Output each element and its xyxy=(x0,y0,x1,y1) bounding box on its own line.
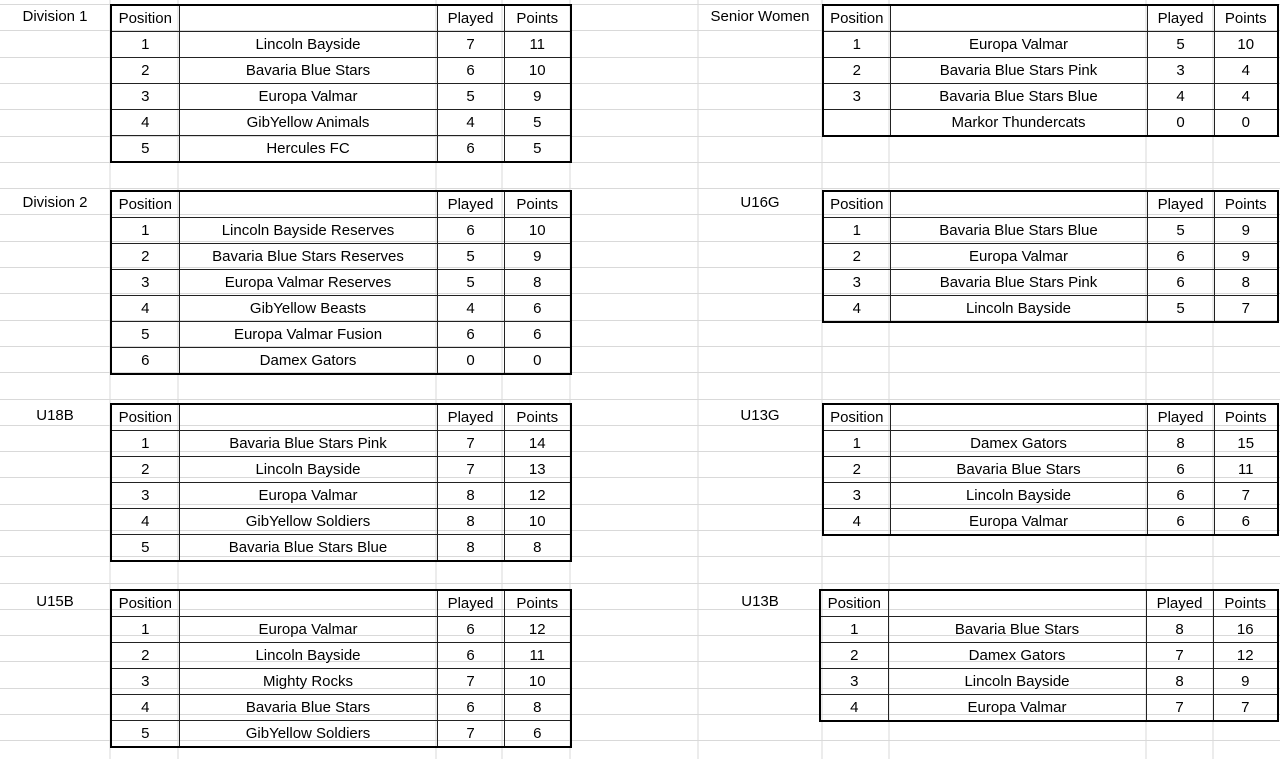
header-played[interactable]: Played xyxy=(437,5,504,32)
points-cell[interactable]: 0 xyxy=(504,348,571,375)
points-cell[interactable]: 11 xyxy=(1214,457,1278,483)
played-cell[interactable]: 5 xyxy=(1147,218,1214,244)
position-cell[interactable]: 3 xyxy=(111,84,179,110)
team-cell[interactable]: Bavaria Blue Stars Blue xyxy=(890,218,1147,244)
table-row xyxy=(111,643,571,669)
position-cell[interactable] xyxy=(823,110,890,137)
team-cell[interactable]: Bavaria Blue Stars Blue xyxy=(179,535,437,562)
points-cell[interactable]: 7 xyxy=(1214,296,1278,323)
played-cell[interactable]: 8 xyxy=(1147,431,1214,457)
team-cell[interactable]: Europa Valmar xyxy=(179,84,437,110)
table-row xyxy=(111,509,571,535)
team-cell[interactable]: Markor Thundercats xyxy=(890,110,1147,137)
points-cell[interactable]: 6 xyxy=(1214,509,1278,536)
table-row xyxy=(111,695,571,721)
played-cell[interactable]: 4 xyxy=(1147,84,1214,110)
header-row xyxy=(111,590,571,617)
league-title: Division 2 xyxy=(22,194,88,211)
position-cell[interactable]: 2 xyxy=(111,58,179,84)
standings-table xyxy=(822,190,1279,323)
position-cell[interactable]: 2 xyxy=(823,58,890,84)
played-cell[interactable]: 6 xyxy=(1147,457,1214,483)
table-row xyxy=(823,110,1278,137)
points-cell[interactable]: 6 xyxy=(504,721,571,748)
header-points[interactable]: Points xyxy=(1214,191,1278,218)
team-cell[interactable]: Bavaria Blue Stars xyxy=(179,695,437,721)
team-cell[interactable]: Hercules FC xyxy=(179,136,437,163)
played-cell[interactable]: 6 xyxy=(437,58,504,84)
table-row xyxy=(111,483,571,509)
header-points[interactable]: Points xyxy=(504,590,571,617)
team-cell[interactable]: Europa Valmar xyxy=(890,32,1147,58)
header-team[interactable] xyxy=(179,191,437,218)
header-row xyxy=(823,5,1278,32)
header-points[interactable]: Points xyxy=(504,5,571,32)
team-cell[interactable]: Damex Gators xyxy=(890,431,1147,457)
points-cell[interactable]: 13 xyxy=(504,457,571,483)
table-row xyxy=(111,617,571,643)
header-team[interactable] xyxy=(179,5,437,32)
header-points[interactable]: Points xyxy=(504,191,571,218)
points-cell[interactable]: 8 xyxy=(504,695,571,721)
played-cell[interactable]: 7 xyxy=(437,32,504,58)
points-cell[interactable]: 9 xyxy=(1213,669,1278,695)
position-cell[interactable]: 3 xyxy=(823,483,890,509)
points-cell[interactable]: 8 xyxy=(504,535,571,562)
team-cell[interactable]: Europa Valmar xyxy=(179,483,437,509)
points-cell[interactable]: 9 xyxy=(1214,244,1278,270)
header-row xyxy=(111,191,571,218)
league-title: U16G xyxy=(740,194,780,211)
team-cell[interactable]: Europa Valmar Reserves xyxy=(179,270,437,296)
points-cell[interactable]: 8 xyxy=(1214,270,1278,296)
position-cell[interactable]: 4 xyxy=(111,110,179,136)
header-team[interactable] xyxy=(888,590,1146,617)
position-cell[interactable]: 3 xyxy=(111,483,179,509)
position-cell[interactable]: 2 xyxy=(820,643,888,669)
league-title: U13G xyxy=(740,407,780,424)
team-cell[interactable]: GibYellow Soldiers xyxy=(179,721,437,748)
position-cell[interactable]: 3 xyxy=(111,669,179,695)
header-row xyxy=(111,404,571,431)
played-cell[interactable]: 7 xyxy=(437,721,504,748)
table-row xyxy=(823,32,1278,58)
points-cell[interactable]: 11 xyxy=(504,32,571,58)
points-cell[interactable]: 12 xyxy=(1213,643,1278,669)
position-cell[interactable]: 5 xyxy=(111,322,179,348)
played-cell[interactable]: 8 xyxy=(437,509,504,535)
points-cell[interactable]: 9 xyxy=(504,84,571,110)
header-played[interactable]: Played xyxy=(1147,191,1214,218)
table-row xyxy=(111,110,571,136)
header-team[interactable] xyxy=(179,404,437,431)
points-cell[interactable]: 10 xyxy=(1214,32,1278,58)
header-position[interactable]: Position xyxy=(111,191,179,218)
team-cell[interactable]: Damex Gators xyxy=(888,643,1146,669)
table-row xyxy=(111,535,571,562)
team-cell[interactable]: Bavaria Blue Stars Reserves xyxy=(179,244,437,270)
team-cell[interactable]: Bavaria Blue Stars Blue xyxy=(890,84,1147,110)
points-cell[interactable]: 4 xyxy=(1214,84,1278,110)
position-cell[interactable]: 1 xyxy=(823,32,890,58)
table-row xyxy=(823,84,1278,110)
table-row xyxy=(823,457,1278,483)
header-position[interactable]: Position xyxy=(111,5,179,32)
header-team[interactable] xyxy=(890,191,1147,218)
position-cell[interactable]: 3 xyxy=(111,270,179,296)
standings-table xyxy=(110,589,572,748)
played-cell[interactable]: 7 xyxy=(1146,695,1213,722)
standings-table xyxy=(110,403,572,562)
position-cell[interactable]: 2 xyxy=(823,244,890,270)
table-row xyxy=(111,296,571,322)
position-cell[interactable]: 2 xyxy=(111,244,179,270)
team-cell[interactable]: Europa Valmar xyxy=(890,244,1147,270)
table-row xyxy=(823,58,1278,84)
position-cell[interactable]: 2 xyxy=(823,457,890,483)
played-cell[interactable]: 7 xyxy=(437,669,504,695)
standings-table xyxy=(819,589,1279,722)
played-cell[interactable]: 6 xyxy=(1147,270,1214,296)
played-cell[interactable]: 6 xyxy=(437,136,504,163)
played-cell[interactable]: 6 xyxy=(437,218,504,244)
points-cell[interactable]: 9 xyxy=(504,244,571,270)
team-cell[interactable]: Lincoln Bayside xyxy=(890,483,1147,509)
table-row xyxy=(111,348,571,375)
standings-table xyxy=(822,403,1279,536)
table-row xyxy=(111,322,571,348)
points-cell[interactable]: 10 xyxy=(504,669,571,695)
standings-table xyxy=(110,190,572,375)
position-cell[interactable]: 4 xyxy=(111,296,179,322)
table-row xyxy=(111,58,571,84)
table-row xyxy=(820,617,1278,643)
header-points[interactable]: Points xyxy=(504,404,571,431)
played-cell[interactable]: 7 xyxy=(437,457,504,483)
played-cell[interactable]: 8 xyxy=(437,535,504,562)
standings-table xyxy=(110,4,572,163)
points-cell[interactable]: 4 xyxy=(1214,58,1278,84)
points-cell[interactable]: 10 xyxy=(504,509,571,535)
table-row xyxy=(823,483,1278,509)
played-cell[interactable]: 5 xyxy=(437,244,504,270)
table-row xyxy=(823,244,1278,270)
team-cell[interactable]: Lincoln Bayside xyxy=(888,669,1146,695)
points-cell[interactable]: 16 xyxy=(1213,617,1278,643)
header-position[interactable]: Position xyxy=(820,590,888,617)
header-points[interactable]: Points xyxy=(1214,5,1278,32)
header-played[interactable]: Played xyxy=(437,590,504,617)
played-cell[interactable]: 6 xyxy=(1147,244,1214,270)
league-title: Senior Women xyxy=(710,8,810,25)
team-cell[interactable]: Bavaria Blue Stars xyxy=(890,457,1147,483)
played-cell[interactable]: 6 xyxy=(437,322,504,348)
position-cell[interactable]: 4 xyxy=(823,509,890,536)
position-cell[interactable]: 4 xyxy=(111,695,179,721)
points-cell[interactable]: 5 xyxy=(504,136,571,163)
points-cell[interactable]: 8 xyxy=(504,270,571,296)
position-cell[interactable]: 1 xyxy=(823,218,890,244)
table-row xyxy=(820,669,1278,695)
league-title: Division 1 xyxy=(22,8,88,25)
team-cell[interactable]: GibYellow Animals xyxy=(179,110,437,136)
points-cell[interactable]: 10 xyxy=(504,218,571,244)
league-title: U13B xyxy=(741,593,779,610)
team-cell[interactable]: Bavaria Blue Stars xyxy=(888,617,1146,643)
played-cell[interactable]: 0 xyxy=(1147,110,1214,137)
position-cell[interactable]: 5 xyxy=(111,721,179,748)
position-cell[interactable]: 4 xyxy=(820,695,888,722)
header-played[interactable]: Played xyxy=(1147,404,1214,431)
position-cell[interactable]: 1 xyxy=(111,218,179,244)
header-row xyxy=(111,5,571,32)
points-cell[interactable]: 12 xyxy=(504,617,571,643)
played-cell[interactable]: 8 xyxy=(1146,617,1213,643)
points-cell[interactable]: 12 xyxy=(504,483,571,509)
points-cell[interactable]: 7 xyxy=(1213,695,1278,722)
team-cell[interactable]: Mighty Rocks xyxy=(179,669,437,695)
points-cell[interactable]: 14 xyxy=(504,431,571,457)
team-cell[interactable]: Lincoln Bayside xyxy=(179,457,437,483)
team-cell[interactable]: Europa Valmar xyxy=(890,509,1147,536)
played-cell[interactable]: 3 xyxy=(1147,58,1214,84)
played-cell[interactable]: 6 xyxy=(437,695,504,721)
played-cell[interactable]: 4 xyxy=(437,110,504,136)
points-cell[interactable]: 9 xyxy=(1214,218,1278,244)
header-row xyxy=(820,590,1278,617)
position-cell[interactable]: 4 xyxy=(111,509,179,535)
played-cell[interactable]: 8 xyxy=(437,483,504,509)
table-row xyxy=(820,695,1278,722)
points-cell[interactable]: 6 xyxy=(504,322,571,348)
played-cell[interactable]: 6 xyxy=(1147,483,1214,509)
header-row xyxy=(823,404,1278,431)
team-cell[interactable]: Bavaria Blue Stars Pink xyxy=(179,431,437,457)
header-team[interactable] xyxy=(890,5,1147,32)
header-position[interactable]: Position xyxy=(111,404,179,431)
header-points[interactable]: Points xyxy=(1214,404,1278,431)
header-played[interactable]: Played xyxy=(437,404,504,431)
played-cell[interactable]: 4 xyxy=(437,296,504,322)
points-cell[interactable]: 5 xyxy=(504,110,571,136)
table-row xyxy=(111,218,571,244)
position-cell[interactable]: 1 xyxy=(820,617,888,643)
played-cell[interactable]: 0 xyxy=(437,348,504,375)
table-row xyxy=(111,431,571,457)
points-cell[interactable]: 11 xyxy=(504,643,571,669)
table-row xyxy=(823,296,1278,323)
table-row xyxy=(820,643,1278,669)
table-row xyxy=(111,244,571,270)
header-position[interactable]: Position xyxy=(111,590,179,617)
position-cell[interactable]: 1 xyxy=(111,431,179,457)
position-cell[interactable]: 5 xyxy=(111,136,179,163)
position-cell[interactable]: 2 xyxy=(111,457,179,483)
team-cell[interactable]: Europa Valmar xyxy=(888,695,1146,722)
table-row xyxy=(823,509,1278,536)
team-cell[interactable]: Europa Valmar xyxy=(179,617,437,643)
points-cell[interactable]: 6 xyxy=(504,296,571,322)
position-cell[interactable]: 1 xyxy=(111,617,179,643)
played-cell[interactable]: 5 xyxy=(1147,296,1214,323)
team-cell[interactable]: GibYellow Beasts xyxy=(179,296,437,322)
team-cell[interactable]: Europa Valmar Fusion xyxy=(179,322,437,348)
points-cell[interactable]: 7 xyxy=(1214,483,1278,509)
header-played[interactable]: Played xyxy=(1147,5,1214,32)
header-position[interactable]: Position xyxy=(823,5,890,32)
position-cell[interactable]: 4 xyxy=(823,296,890,323)
table-row xyxy=(823,218,1278,244)
position-cell[interactable]: 1 xyxy=(823,431,890,457)
played-cell[interactable]: 5 xyxy=(437,84,504,110)
table-row xyxy=(111,270,571,296)
league-title: U15B xyxy=(36,593,74,610)
team-cell[interactable]: Lincoln Bayside xyxy=(179,643,437,669)
header-position[interactable]: Position xyxy=(823,191,890,218)
played-cell[interactable]: 7 xyxy=(1146,643,1213,669)
league-title: U18B xyxy=(36,407,74,424)
points-cell[interactable]: 15 xyxy=(1214,431,1278,457)
played-cell[interactable]: 6 xyxy=(437,617,504,643)
table-row xyxy=(823,431,1278,457)
position-cell[interactable]: 3 xyxy=(820,669,888,695)
team-cell[interactable]: Damex Gators xyxy=(179,348,437,375)
played-cell[interactable]: 6 xyxy=(1147,509,1214,536)
played-cell[interactable]: 5 xyxy=(437,270,504,296)
points-cell[interactable]: 10 xyxy=(504,58,571,84)
table-row xyxy=(111,669,571,695)
table-row xyxy=(111,721,571,748)
table-row xyxy=(111,32,571,58)
table-row xyxy=(823,270,1278,296)
header-played[interactable]: Played xyxy=(1146,590,1213,617)
table-row xyxy=(111,457,571,483)
position-cell[interactable]: 3 xyxy=(823,270,890,296)
played-cell[interactable]: 7 xyxy=(437,431,504,457)
played-cell[interactable]: 8 xyxy=(1146,669,1213,695)
header-position[interactable]: Position xyxy=(823,404,890,431)
team-cell[interactable]: Lincoln Bayside xyxy=(179,32,437,58)
team-cell[interactable]: Lincoln Bayside Reserves xyxy=(179,218,437,244)
played-cell[interactable]: 6 xyxy=(437,643,504,669)
header-points[interactable]: Points xyxy=(1213,590,1278,617)
team-cell[interactable]: Bavaria Blue Stars xyxy=(179,58,437,84)
position-cell[interactable]: 1 xyxy=(111,32,179,58)
position-cell[interactable]: 2 xyxy=(111,643,179,669)
played-cell[interactable]: 5 xyxy=(1147,32,1214,58)
team-cell[interactable]: Bavaria Blue Stars Pink xyxy=(890,58,1147,84)
points-cell[interactable]: 0 xyxy=(1214,110,1278,137)
table-row xyxy=(111,84,571,110)
team-cell[interactable]: Bavaria Blue Stars Pink xyxy=(890,270,1147,296)
header-row xyxy=(823,191,1278,218)
position-cell[interactable]: 5 xyxy=(111,535,179,562)
header-team[interactable] xyxy=(890,404,1147,431)
header-played[interactable]: Played xyxy=(437,191,504,218)
position-cell[interactable]: 3 xyxy=(823,84,890,110)
team-cell[interactable]: GibYellow Soldiers xyxy=(179,509,437,535)
standings-table xyxy=(822,4,1279,137)
table-row xyxy=(111,136,571,163)
header-team[interactable] xyxy=(179,590,437,617)
team-cell[interactable]: Lincoln Bayside xyxy=(890,296,1147,323)
position-cell[interactable]: 6 xyxy=(111,348,179,375)
